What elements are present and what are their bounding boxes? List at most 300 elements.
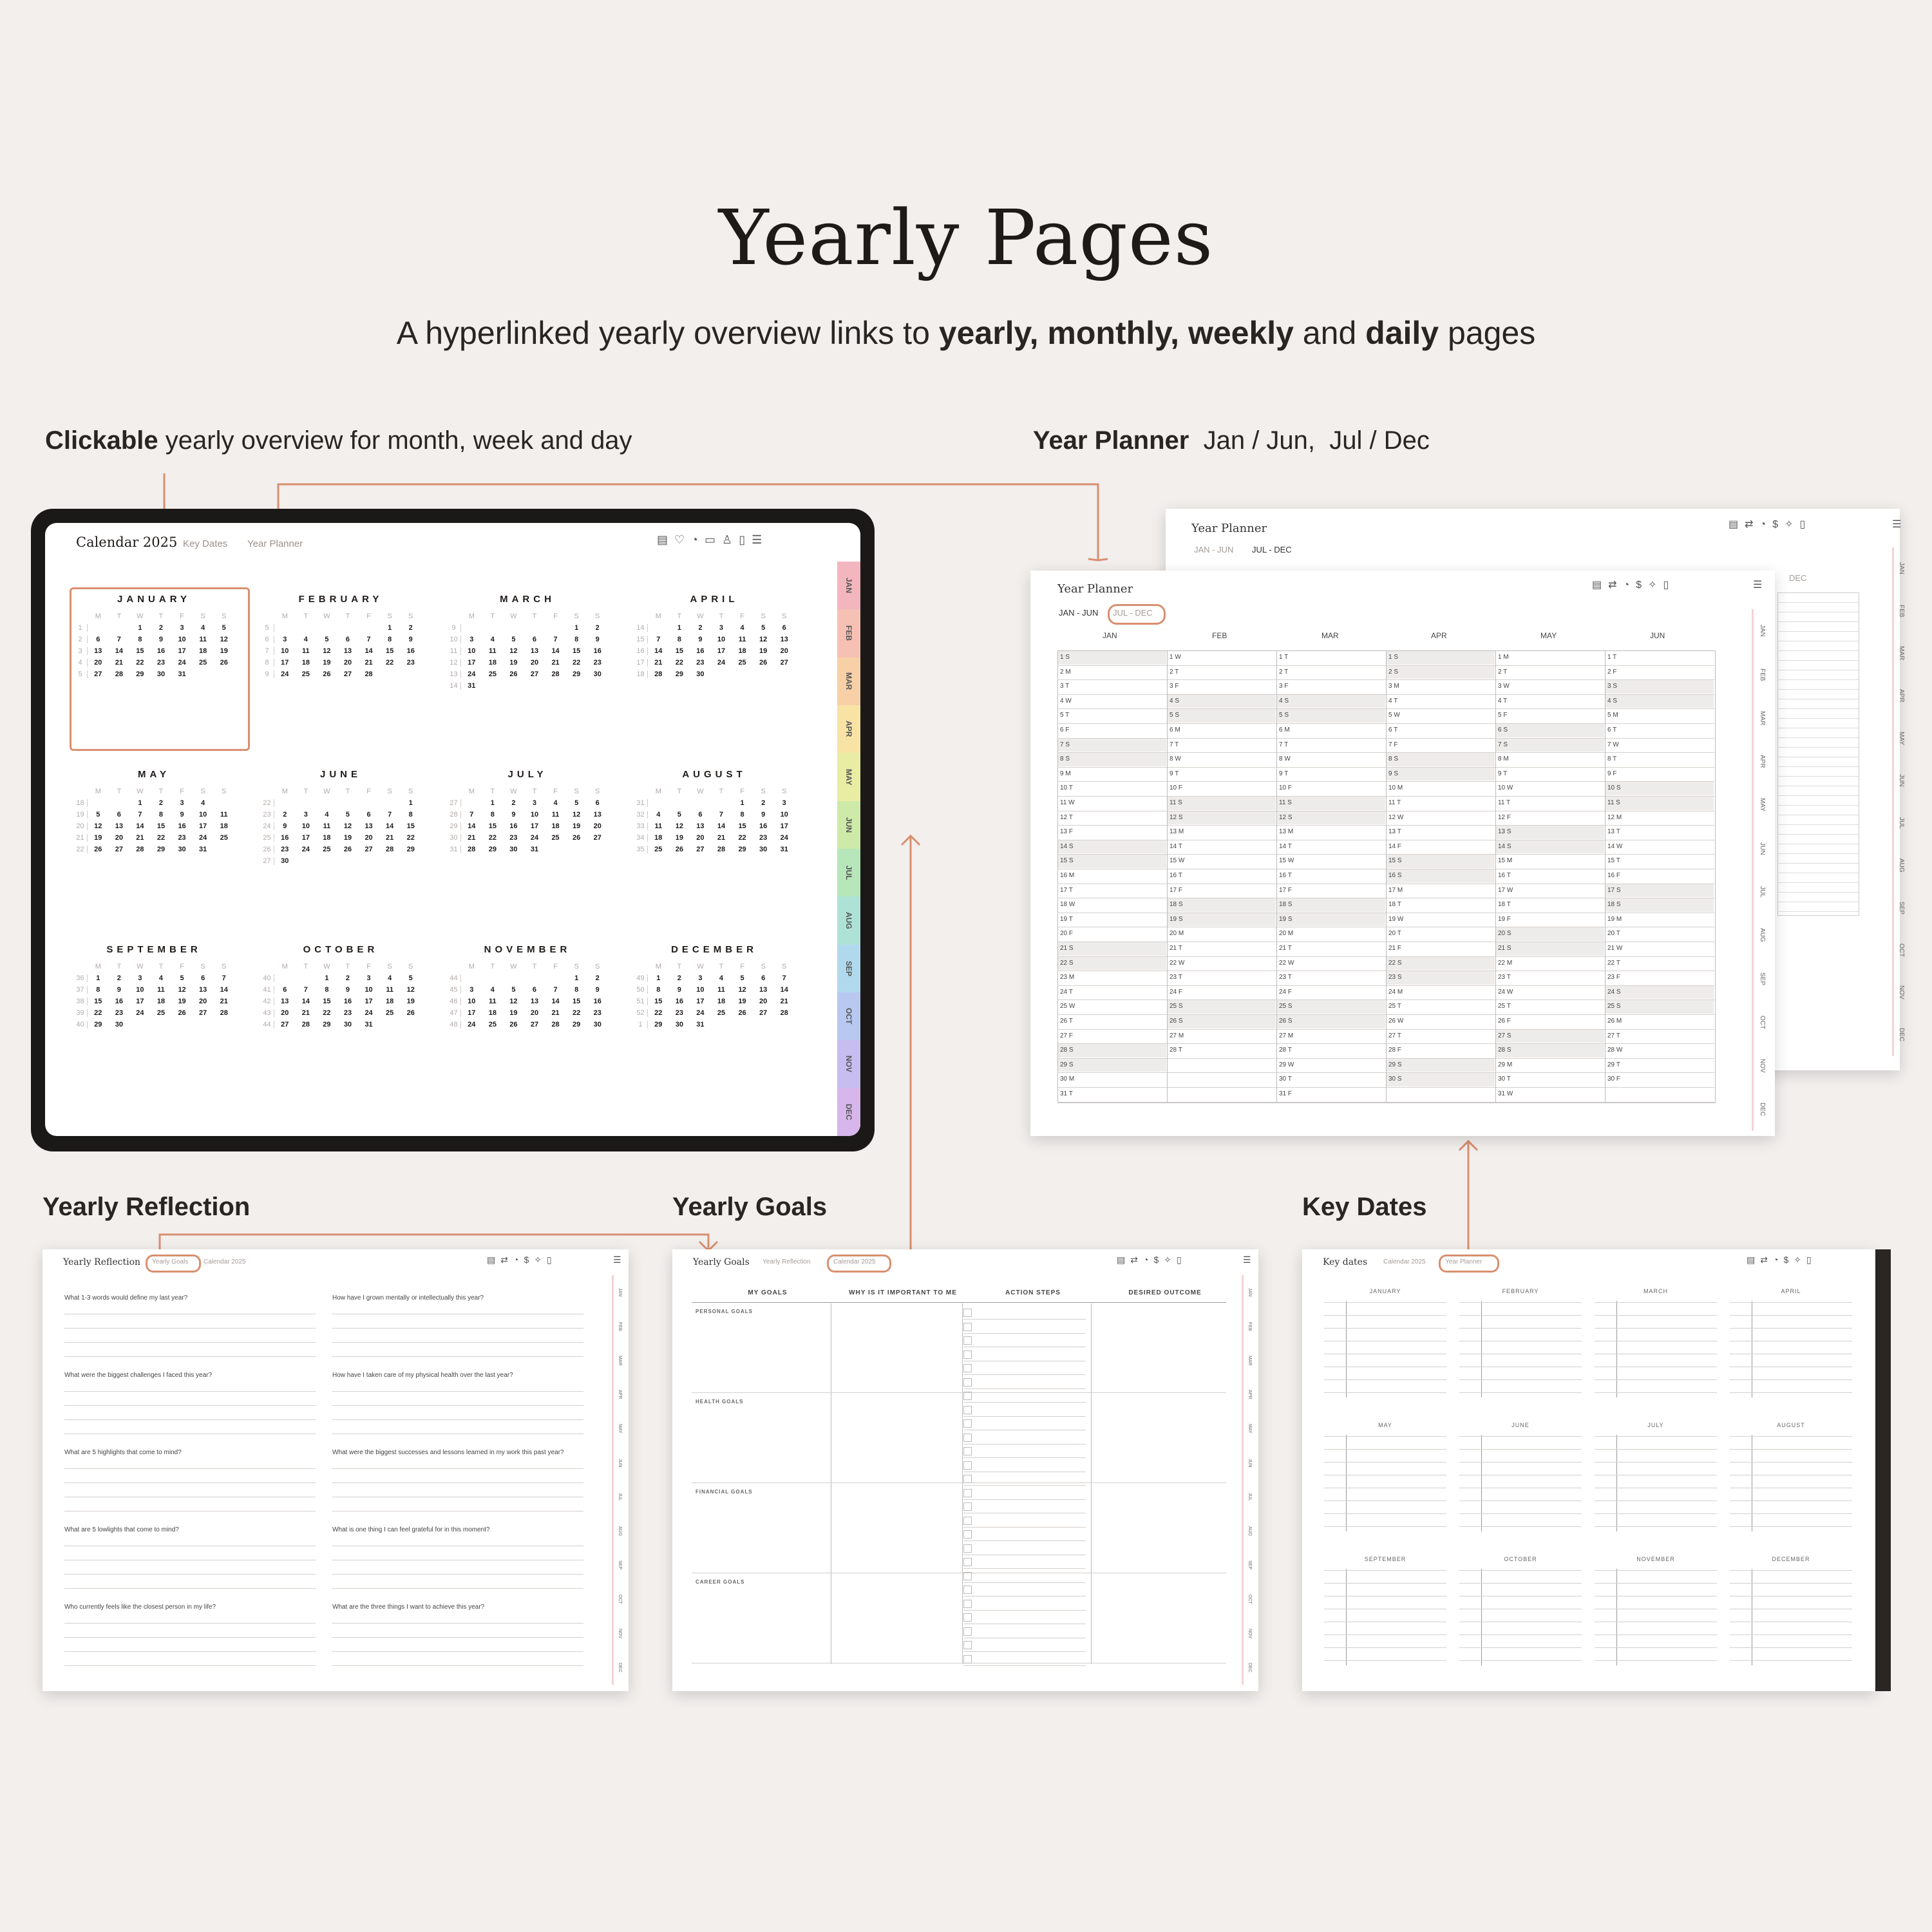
planner-day[interactable]: 6 M: [1279, 726, 1290, 734]
week-number[interactable]: 40: [73, 1021, 88, 1028]
cup-icon[interactable]: ◔: [1772, 1255, 1784, 1265]
day-cell[interactable]: [545, 624, 566, 632]
keydates-line[interactable]: [1595, 1660, 1717, 1661]
day-cell[interactable]: 13: [696, 822, 705, 830]
day-cell[interactable]: 29: [675, 670, 683, 678]
day-cell[interactable]: 25: [220, 834, 228, 842]
answer-line[interactable]: [64, 1482, 316, 1483]
planner-day[interactable]: 4 T: [1498, 697, 1508, 705]
day-cell[interactable]: 4: [201, 799, 205, 807]
planner-back-tab-first[interactable]: JAN - JUN: [1194, 545, 1234, 554]
day-cell[interactable]: 1: [388, 624, 392, 632]
planner-day[interactable]: 11 T: [1388, 799, 1401, 806]
week-number[interactable]: 26: [260, 846, 274, 853]
day-cell[interactable]: 18: [488, 1009, 497, 1017]
day-cell[interactable]: 23: [406, 659, 415, 667]
day-cell[interactable]: 24: [717, 659, 726, 667]
planner-day[interactable]: 10 F: [1170, 784, 1183, 792]
side-tab-jun[interactable]: JUN: [612, 1446, 626, 1480]
day-cell[interactable]: [711, 799, 732, 807]
day-cell[interactable]: 3: [698, 974, 703, 982]
keydates-month[interactable]: MARCH: [1643, 1288, 1668, 1294]
side-tab-aug[interactable]: AUG: [1752, 914, 1771, 958]
day-cell[interactable]: 14: [468, 822, 476, 830]
day-cell[interactable]: 31: [780, 846, 788, 853]
day-cell[interactable]: 14: [780, 986, 788, 994]
month-name[interactable]: APRIL: [690, 594, 739, 605]
planner-month-mar[interactable]: MAR: [1321, 631, 1339, 640]
day-cell[interactable]: 27: [780, 659, 788, 667]
day-cell[interactable]: [503, 974, 524, 982]
planner-day[interactable]: 29 T: [1607, 1061, 1620, 1068]
day-cell[interactable]: 6: [532, 636, 537, 643]
week-number[interactable]: 18: [73, 799, 88, 807]
day-cell[interactable]: 19: [323, 659, 331, 667]
day-cell[interactable]: 18: [717, 998, 726, 1005]
day-cell[interactable]: [151, 1021, 172, 1028]
day-cell[interactable]: 28: [468, 846, 476, 853]
action-line[interactable]: [963, 1582, 1086, 1583]
checkbox[interactable]: [963, 1517, 972, 1525]
day-cell[interactable]: 20: [780, 647, 788, 655]
week-number[interactable]: 5: [73, 670, 88, 678]
month-august[interactable]: [634, 769, 795, 853]
keydates-line[interactable]: [1730, 1328, 1852, 1329]
planner-day[interactable]: 30 T: [1279, 1075, 1292, 1083]
side-tab-jun[interactable]: JUN: [1242, 1446, 1256, 1480]
day-cell[interactable]: 2: [511, 799, 516, 807]
planner-day[interactable]: 2 M: [1060, 668, 1071, 676]
day-cell[interactable]: 28: [386, 846, 394, 853]
month-march[interactable]: [447, 594, 608, 690]
day-cell[interactable]: 12: [573, 811, 581, 819]
action-line[interactable]: [963, 1610, 1086, 1611]
day-cell[interactable]: 30: [759, 846, 768, 853]
week-number[interactable]: 31: [447, 846, 461, 853]
day-cell[interactable]: [337, 857, 359, 865]
day-cell[interactable]: 4: [201, 624, 205, 632]
keydates-line[interactable]: [1324, 1660, 1446, 1661]
day-cell[interactable]: 9: [345, 986, 350, 994]
planner-day[interactable]: 9 T: [1279, 770, 1289, 777]
day-cell[interactable]: 18: [551, 822, 560, 830]
planner-day[interactable]: 22 W: [1170, 959, 1185, 967]
planner-day[interactable]: 13 S: [1498, 828, 1511, 836]
week-number[interactable]: 50: [634, 986, 648, 994]
checkbox[interactable]: [963, 1447, 972, 1455]
day-cell[interactable]: [773, 1021, 795, 1028]
page-icon[interactable]: ▯: [1799, 519, 1812, 530]
cup-icon[interactable]: ◔: [1142, 1255, 1154, 1265]
planner-day[interactable]: 19 W: [1388, 915, 1404, 923]
day-cell[interactable]: 9: [595, 636, 600, 643]
week-number[interactable]: 16: [634, 647, 648, 655]
keydates-line[interactable]: [1459, 1513, 1582, 1514]
day-cell[interactable]: 21: [136, 834, 144, 842]
day-cell[interactable]: 20: [281, 1009, 289, 1017]
month-name[interactable]: MAY: [138, 769, 170, 780]
week-number[interactable]: 10: [447, 636, 461, 643]
planner-day[interactable]: 26 T: [1060, 1018, 1073, 1025]
day-cell[interactable]: [773, 670, 795, 678]
day-cell[interactable]: 17: [780, 822, 788, 830]
day-cell[interactable]: 5: [325, 636, 329, 643]
action-line[interactable]: [963, 1527, 1086, 1528]
day-cell[interactable]: [358, 624, 379, 632]
planner-day[interactable]: 14 S: [1060, 842, 1074, 850]
day-cell[interactable]: 3: [303, 811, 308, 819]
month-name[interactable]: JANUARY: [117, 594, 191, 605]
day-cell[interactable]: 5: [511, 636, 516, 643]
day-cell[interactable]: 18: [386, 998, 394, 1005]
day-cell[interactable]: 26: [220, 659, 228, 667]
planner-day[interactable]: 18 S: [1279, 901, 1293, 909]
day-cell[interactable]: [296, 974, 317, 982]
day-cell[interactable]: 17: [281, 659, 289, 667]
keydates-line[interactable]: [1730, 1436, 1852, 1437]
planner-day[interactable]: 30 T: [1498, 1075, 1511, 1083]
week-number[interactable]: 47: [447, 1009, 461, 1017]
week-number[interactable]: 27: [260, 857, 274, 865]
planner-day[interactable]: 25 S: [1279, 1003, 1293, 1010]
checkbox[interactable]: [963, 1336, 972, 1345]
day-cell[interactable]: 9: [283, 822, 287, 830]
week-number[interactable]: 33: [634, 822, 648, 830]
day-cell[interactable]: 3: [283, 636, 287, 643]
keydates-line[interactable]: [1595, 1647, 1717, 1648]
planner-day[interactable]: 2 S: [1388, 668, 1399, 676]
day-cell[interactable]: 4: [303, 636, 308, 643]
planner-day[interactable]: 10 F: [1279, 784, 1293, 792]
day-cell[interactable]: 6: [698, 811, 703, 819]
page-icon[interactable]: ▯: [1663, 580, 1676, 591]
day-cell[interactable]: 18: [301, 659, 310, 667]
day-cell[interactable]: 18: [323, 834, 331, 842]
day-cell[interactable]: 29: [654, 1021, 663, 1028]
answer-line[interactable]: [64, 1468, 316, 1469]
day-cell[interactable]: [711, 1021, 732, 1028]
day-cell[interactable]: 24: [468, 670, 476, 678]
checkbox[interactable]: [963, 1544, 972, 1553]
side-tab-aug[interactable]: AUG: [1242, 1514, 1256, 1548]
planner-day[interactable]: 3 F: [1170, 683, 1179, 690]
planner-day[interactable]: 22 S: [1060, 959, 1074, 967]
day-cell[interactable]: 4: [490, 986, 495, 994]
cup-icon[interactable]: ◔: [1759, 519, 1773, 530]
planner-day[interactable]: 24 W: [1498, 988, 1513, 996]
page-icon[interactable]: ▯: [739, 533, 752, 546]
tab-jul[interactable]: JUL: [837, 849, 860, 896]
day-cell[interactable]: 7: [303, 986, 308, 994]
planner-day[interactable]: 1 W: [1170, 654, 1181, 661]
side-tab-mar[interactable]: MAR: [612, 1343, 626, 1378]
planner-day[interactable]: 29 S: [1060, 1061, 1074, 1068]
day-cell[interactable]: 30: [509, 846, 518, 853]
menu-icon[interactable]: ☰: [1892, 519, 1908, 530]
day-cell[interactable]: 25: [488, 1021, 497, 1028]
keydates-line[interactable]: [1459, 1315, 1582, 1316]
day-cell[interactable]: 2: [677, 974, 681, 982]
day-cell[interactable]: 20: [365, 834, 373, 842]
keydates-nav-planner[interactable]: Year Planner: [1445, 1258, 1482, 1265]
planner-day[interactable]: 15 T: [1607, 857, 1620, 865]
planner-day[interactable]: 4 W: [1060, 697, 1072, 705]
day-cell[interactable]: 14: [136, 822, 144, 830]
action-line[interactable]: [963, 1485, 1086, 1486]
day-cell[interactable]: 27: [696, 846, 705, 853]
side-tab-jul[interactable]: JUL: [612, 1480, 626, 1514]
planner-day[interactable]: 11 W: [1060, 799, 1075, 806]
day-cell[interactable]: 5: [677, 811, 681, 819]
day-cell[interactable]: [213, 1021, 234, 1028]
planner-day[interactable]: 9 F: [1607, 770, 1617, 777]
day-cell[interactable]: 5: [511, 986, 516, 994]
day-cell[interactable]: 27: [115, 846, 123, 853]
checkbox[interactable]: [963, 1572, 972, 1580]
keydates-line[interactable]: [1459, 1660, 1582, 1661]
planner-day[interactable]: 4 S: [1279, 697, 1289, 705]
person-icon[interactable]: ♙: [722, 533, 739, 546]
week-number[interactable]: 40: [260, 974, 274, 982]
day-cell[interactable]: 14: [717, 822, 726, 830]
day-cell[interactable]: 13: [593, 811, 601, 819]
day-cell[interactable]: 4: [158, 974, 164, 982]
day-cell[interactable]: 24: [136, 1009, 144, 1017]
planner-day[interactable]: 1 M: [1498, 654, 1509, 661]
side-tab-mar[interactable]: MAR: [1752, 696, 1771, 740]
day-cell[interactable]: 2: [158, 624, 164, 632]
planner-day[interactable]: 29 W: [1279, 1061, 1294, 1068]
day-cell[interactable]: 13: [343, 647, 352, 655]
day-cell[interactable]: 9: [698, 636, 703, 643]
day-cell[interactable]: 29: [573, 670, 581, 678]
day-cell[interactable]: [400, 1021, 421, 1028]
side-tab-nov[interactable]: NOV: [1242, 1616, 1256, 1651]
planner-day[interactable]: 5 S: [1170, 712, 1180, 719]
planner-day[interactable]: 12 T: [1060, 813, 1073, 821]
planner-day[interactable]: 27 T: [1607, 1032, 1620, 1039]
planner-day[interactable]: 12 S: [1279, 813, 1293, 821]
planner-day[interactable]: 19 F: [1498, 915, 1511, 923]
week-number[interactable]: 24: [260, 822, 274, 830]
planner-day[interactable]: 7 W: [1607, 741, 1619, 748]
planner-day[interactable]: 25 S: [1607, 1003, 1621, 1010]
day-cell[interactable]: 7: [469, 811, 474, 819]
day-cell[interactable]: 2: [408, 624, 413, 632]
planner-day[interactable]: 6 M: [1170, 726, 1180, 734]
planner-day[interactable]: 29 S: [1388, 1061, 1402, 1068]
day-cell[interactable]: 12: [343, 822, 352, 830]
day-cell[interactable]: 27: [530, 1021, 539, 1028]
sparkle-icon[interactable]: ✧: [1648, 580, 1663, 591]
day-cell[interactable]: 1: [574, 974, 579, 982]
day-cell[interactable]: 25: [551, 834, 560, 842]
keydates-month[interactable]: OCTOBER: [1504, 1556, 1537, 1562]
checkbox[interactable]: [963, 1586, 972, 1594]
keydates-line[interactable]: [1324, 1634, 1446, 1635]
keydates-line[interactable]: [1459, 1449, 1582, 1450]
day-cell[interactable]: 4: [388, 974, 392, 982]
day-cell[interactable]: 9: [158, 636, 164, 643]
day-cell[interactable]: 9: [511, 811, 516, 819]
planner-day[interactable]: 5 F: [1498, 712, 1508, 719]
day-cell[interactable]: 14: [301, 998, 310, 1005]
keydates-line[interactable]: [1595, 1315, 1717, 1316]
day-cell[interactable]: [753, 670, 774, 678]
checkbox[interactable]: [963, 1530, 972, 1539]
planner-day[interactable]: 10 T: [1060, 784, 1073, 792]
day-cell[interactable]: 6: [782, 624, 786, 632]
answer-line[interactable]: [332, 1623, 583, 1624]
day-cell[interactable]: 22: [406, 834, 415, 842]
day-cell[interactable]: 14: [115, 647, 123, 655]
week-number[interactable]: 36: [73, 974, 88, 982]
day-cell[interactable]: 29: [573, 1021, 581, 1028]
day-cell[interactable]: 4: [656, 811, 661, 819]
tab-oct[interactable]: OCT: [837, 992, 860, 1040]
keydates-line[interactable]: [1595, 1513, 1717, 1514]
action-line[interactable]: [963, 1402, 1086, 1403]
side-tab-jan[interactable]: JAN: [612, 1275, 626, 1309]
day-cell[interactable]: 16: [156, 647, 166, 655]
week-number[interactable]: 11: [447, 647, 461, 655]
planner-day[interactable]: 28 T: [1279, 1046, 1292, 1054]
day-cell[interactable]: [461, 624, 482, 632]
day-cell[interactable]: [545, 846, 566, 853]
day-cell[interactable]: 19: [509, 659, 518, 667]
planner-day[interactable]: 21 T: [1170, 945, 1182, 952]
checkbox[interactable]: [963, 1378, 972, 1387]
planner-day[interactable]: 14 T: [1170, 842, 1182, 850]
planner-day[interactable]: 21 S: [1498, 945, 1511, 952]
planner-day[interactable]: 19 S: [1170, 915, 1183, 923]
keydates-line[interactable]: [1730, 1462, 1852, 1463]
calendar-icon[interactable]: ▤: [1592, 580, 1609, 591]
side-tab-dec[interactable]: DEC: [1242, 1651, 1256, 1685]
day-cell[interactable]: 15: [738, 822, 746, 830]
day-cell[interactable]: 10: [530, 811, 539, 819]
day-cell[interactable]: 23: [593, 1009, 601, 1017]
day-cell[interactable]: 1: [138, 799, 142, 807]
day-cell[interactable]: 19: [573, 822, 581, 830]
planner-day[interactable]: 25 W: [1060, 1003, 1075, 1010]
day-cell[interactable]: 20: [94, 659, 102, 667]
month-june[interactable]: [260, 769, 421, 865]
day-cell[interactable]: [296, 857, 317, 865]
menu-icon[interactable]: ☰: [1243, 1255, 1258, 1265]
day-cell[interactable]: 28: [551, 1021, 560, 1028]
menu-icon[interactable]: ☰: [1753, 580, 1769, 591]
checkbox[interactable]: [963, 1309, 972, 1317]
day-cell[interactable]: 4: [553, 799, 558, 807]
day-cell[interactable]: 1: [574, 624, 579, 632]
day-cell[interactable]: 26: [178, 1009, 186, 1017]
day-cell[interactable]: 15: [94, 998, 102, 1005]
sparkle-icon[interactable]: ✧: [1794, 1255, 1806, 1265]
action-line[interactable]: [963, 1374, 1086, 1375]
day-cell[interactable]: [648, 624, 669, 632]
planner-day[interactable]: 7 S: [1060, 741, 1070, 748]
day-cell[interactable]: 25: [738, 659, 746, 667]
day-cell[interactable]: 9: [761, 811, 766, 819]
planner-day[interactable]: 9 M: [1060, 770, 1071, 777]
day-cell[interactable]: 17: [199, 822, 207, 830]
cup-icon[interactable]: ◔: [1623, 580, 1636, 591]
day-cell[interactable]: [274, 799, 296, 807]
day-cell[interactable]: [337, 799, 359, 807]
day-cell[interactable]: 25: [717, 1009, 726, 1017]
side-tab-apr[interactable]: APR: [1752, 740, 1771, 784]
day-cell[interactable]: 12: [323, 647, 331, 655]
day-cell[interactable]: 6: [283, 986, 287, 994]
day-cell[interactable]: 21: [365, 659, 373, 667]
page-icon[interactable]: ▯: [1806, 1255, 1817, 1265]
planner-day[interactable]: 23 F: [1607, 974, 1621, 981]
side-tab-mar[interactable]: MAR: [1242, 1343, 1256, 1378]
keydates-line[interactable]: [1459, 1462, 1582, 1463]
week-number[interactable]: 27: [447, 799, 461, 807]
day-cell[interactable]: 29: [488, 846, 497, 853]
day-cell[interactable]: 31: [178, 670, 186, 678]
planner-day[interactable]: 23 S: [1388, 974, 1402, 981]
keydates-line[interactable]: [1459, 1634, 1582, 1635]
day-cell[interactable]: 10: [468, 647, 476, 655]
planner-tab-first[interactable]: JAN - JUN: [1059, 608, 1099, 618]
planner-day[interactable]: 24 S: [1607, 988, 1621, 996]
keydates-line[interactable]: [1595, 1462, 1717, 1463]
day-cell[interactable]: 23: [509, 834, 518, 842]
day-cell[interactable]: 13: [94, 647, 102, 655]
planner-day[interactable]: 21 F: [1388, 945, 1402, 952]
day-cell[interactable]: [566, 846, 587, 853]
day-cell[interactable]: 23: [281, 846, 289, 853]
day-cell[interactable]: 11: [323, 822, 331, 830]
side-tab-jan[interactable]: JAN: [1752, 609, 1771, 653]
day-cell[interactable]: 15: [488, 822, 497, 830]
day-cell[interactable]: 27: [199, 1009, 207, 1017]
day-cell[interactable]: 8: [574, 636, 579, 643]
month-name[interactable]: OCTOBER: [303, 944, 379, 955]
day-cell[interactable]: [732, 1021, 753, 1028]
day-cell[interactable]: 8: [96, 986, 100, 994]
day-cell[interactable]: 16: [115, 998, 123, 1005]
planner-day[interactable]: 27 F: [1060, 1032, 1074, 1039]
day-cell[interactable]: 30: [281, 857, 289, 865]
answer-line[interactable]: [64, 1651, 316, 1652]
day-cell[interactable]: 29: [406, 846, 415, 853]
planner-day[interactable]: 13 F: [1060, 828, 1074, 836]
side-tab-sep[interactable]: SEP: [612, 1548, 626, 1582]
day-cell[interactable]: 5: [761, 624, 766, 632]
calendar-icon[interactable]: ▤: [1728, 519, 1745, 530]
side-tab-jul[interactable]: JUL: [1242, 1480, 1256, 1514]
day-cell[interactable]: 27: [343, 670, 352, 678]
day-cell[interactable]: 29: [94, 1021, 102, 1028]
planner-day[interactable]: 28 S: [1498, 1046, 1511, 1054]
planner-day[interactable]: 20 M: [1279, 930, 1294, 938]
planner-day[interactable]: 21 T: [1279, 945, 1292, 952]
day-cell[interactable]: 20: [530, 1009, 539, 1017]
day-cell[interactable]: 14: [365, 647, 373, 655]
planner-day[interactable]: 17 T: [1060, 886, 1073, 894]
side-tab-aug[interactable]: AUG: [1892, 844, 1909, 887]
day-cell[interactable]: 16: [178, 822, 186, 830]
planner-day[interactable]: 2 T: [1170, 668, 1179, 676]
day-cell[interactable]: 5: [408, 974, 413, 982]
dollar-icon[interactable]: $: [524, 1255, 535, 1265]
day-cell[interactable]: 6: [761, 974, 766, 982]
day-cell[interactable]: 9: [117, 986, 121, 994]
